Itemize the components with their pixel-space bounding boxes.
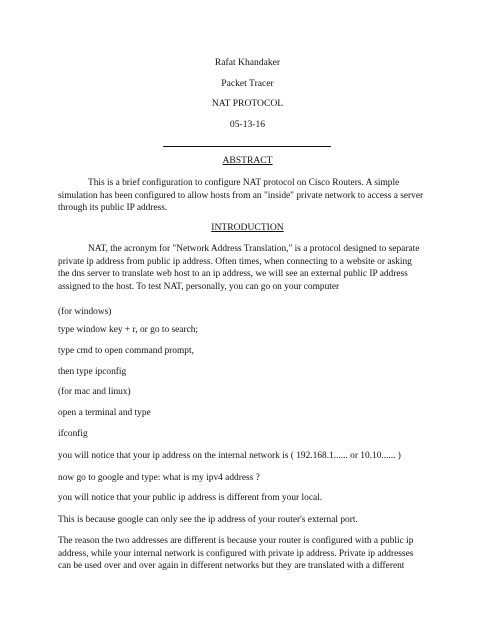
document-topic: NAT PROTOCOL: [211, 98, 284, 109]
course-title: Packet Tracer: [221, 78, 274, 89]
step-line: open a terminal and type: [58, 408, 151, 418]
step-line: type cmd to open command prompt,: [58, 346, 194, 356]
abstract-line: This is a brief configuration to configure NAT protocol on Cisco Routers. A simple: [88, 178, 400, 188]
step-line: now go to google and type: what is my ipv4 address ?: [58, 473, 260, 483]
introduction-line: private ip address from public ip address. Often times, when connecting to a website or asking: [58, 256, 412, 267]
step-line: (for windows): [58, 307, 112, 317]
introduction-line: NAT, the acronym for "Network Address Translation," is a protocol designed to separate: [88, 244, 420, 254]
closing-line: The reason the two addresses are different is because your router is configured with a public ip: [58, 536, 414, 546]
abstract-paragraph: [58, 177, 440, 215]
step-line: type window key + r, or go to search;: [58, 325, 199, 335]
introduction-line: the dns server to translate web host to an ip address, we will see an external public IP address: [58, 269, 408, 280]
step-line: then type ipconfig: [58, 367, 127, 377]
introduction-heading: INTRODUCTION: [211, 222, 284, 233]
step-line: This is because google can only see the ip address of your router's external port.: [58, 515, 358, 525]
step-line: ifconfig: [58, 429, 88, 439]
closing-line: can be used over and over again in different networks but they are translated with a different: [58, 561, 405, 572]
step-line: you will notice that your ip address on the internal network is ( 192.168.1...... or 10.10...... ): [58, 451, 401, 461]
document-date: 05-13-16: [229, 119, 266, 130]
closing-line: address, while your internal network is configured with private ip address. Private ip addresses: [58, 548, 414, 559]
introduction-line: assigned to the host. To test NAT, personally, you can go on your computer: [58, 281, 340, 292]
author-name: Rafat Khandaker: [214, 57, 281, 68]
abstract-line: through its public IP address.: [58, 203, 168, 214]
abstract-line: simulation has been configured to allow hosts from an "inside" private network to access a server: [58, 190, 424, 201]
introduction-paragraph: [58, 243, 440, 293]
closing-paragraph: [58, 535, 440, 573]
title-divider: [163, 146, 331, 147]
abstract-heading: ABSTRACT: [222, 155, 273, 166]
step-line: you will notice that your public ip address is different from your local.: [58, 493, 323, 503]
step-line: (for mac and linux): [58, 387, 131, 397]
